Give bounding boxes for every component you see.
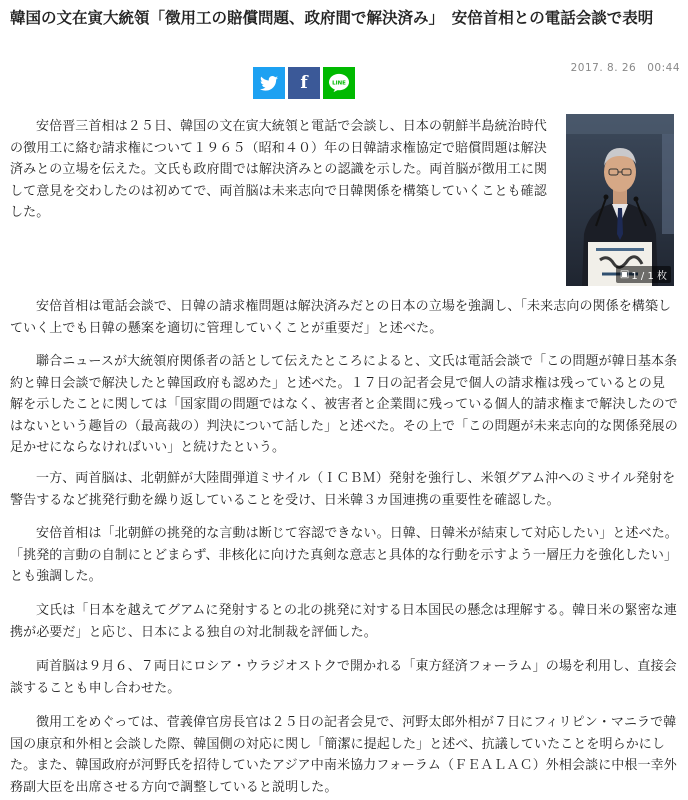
photo-count-icon: ▣	[619, 269, 630, 280]
share-buttons	[253, 67, 355, 99]
twitter-share-button[interactable]	[253, 67, 285, 99]
article-headline: 韓国の文在寅大統領「徴用工の賠償問題、政府間で解決済み」 安倍首相との電話会談で表明	[10, 9, 654, 27]
facebook-share-button[interactable]	[288, 67, 320, 99]
president-photo-image	[566, 114, 674, 286]
article-paragraph-2: 安倍首相は電話会談で、日韓の請求権問題は解決済みだとの日本の立場を強調し、「未来志向の関係を構築していく上でも日韓の懸案を適切に管理していくことが重要だ」と述べた。	[10, 299, 672, 336]
article-paragraph-6: 文氏は「日本を越えてグアムに発射するとの北の挑発に対する日本国民の懸念は理解する。韓日米の緊密な連携が必要だ」と応じ、日本による独自の対北制裁を評価した。	[10, 603, 677, 640]
article-paragraph-7: 両首脳は９月６、７両日にロシア・ウラジオストクで開かれる「東方経済フォーラム」の場を利用し、直接会談することも申し合わせた。	[10, 659, 677, 696]
twitter-icon	[260, 76, 278, 91]
article-paragraph-4: 一方、両首脳は、北朝鮮が大陸間弾道ミサイル（ＩＣＢＭ）発射を強行し、米領グアム沖へのミサイル発射を警告するなど挑発行動を繰り返していることを受け、日米韓３カ国連携の重要性を確認した。	[10, 471, 676, 508]
facebook-icon: f	[300, 73, 308, 93]
article-paragraph-5: 安倍首相は「北朝鮮の挑発的な言動は断じて容認できない。日韓、日韓米が結束して対応したい」と述べた。「挑発的言動の自制にとどまらず、非核化に向けた真剣な意志と具体的な行動を示すよう一層圧力を強化したい」とも強調した。	[10, 526, 678, 584]
photo-count-label: 1 / 1 枚	[631, 271, 667, 282]
line-share-button[interactable]	[323, 67, 355, 99]
article-paragraph-8: 徴用工をめぐっては、菅義偉官房長官は２５日の記者会見で、河野太郎外相が７日にフィリピン・マニラで韓国の康京和外相と会談した際、韓国側の対応に関し「簡潔に提起した」と述べ、抗議していたことを明らかにした。また、韓国政府が河野氏を招待していたアジア中南米協力フォーラム（ＦＥＡＬＡＣ）外相会談に中根一幸外務副大臣を出席させる方向で調整していると説明した。	[10, 715, 677, 795]
article-photo[interactable]	[566, 114, 674, 286]
photo-count-badge	[616, 266, 671, 283]
line-icon-label: LINE	[332, 80, 346, 87]
line-icon	[328, 73, 350, 93]
article-timestamp: 2017. 8. 26 00:44	[570, 62, 680, 74]
article-paragraph-3: 聯合ニュースが大統領府関係者の話として伝えたところによると、文氏は電話会談で「この問題が韓日基本条約と韓日会談で解決したと韓国政府も認めた」と述べた。１７日の記者会見で個人の請求権は残っているとの見解を示したことに関しては「国家間の問題ではなく、被害者と企業間に残っている個人的請求権まで解決したのではないという趣旨の（最高裁の）判決について話した」と述べた。その上で「この問題が未来志向的な関係発展の足かせにならなければいい」と続けたという。	[10, 354, 678, 455]
article-paragraph-1: 安倍晋三首相は２５日、韓国の文在寅大統領と電話で会談し、日本の朝鮮半島統治時代の徴用工に絡む請求権について１９６５（昭和４０）年の日韓請求権協定で賠償問題は解決済みとの立場を伝えた。文氏も政府間では解決済みとの認識を示した。両首脳が徴用工に関して意見を交わしたのは初めてで、両首脳は未来志向で日韓関係を構築していくことも確認した。	[10, 119, 548, 220]
